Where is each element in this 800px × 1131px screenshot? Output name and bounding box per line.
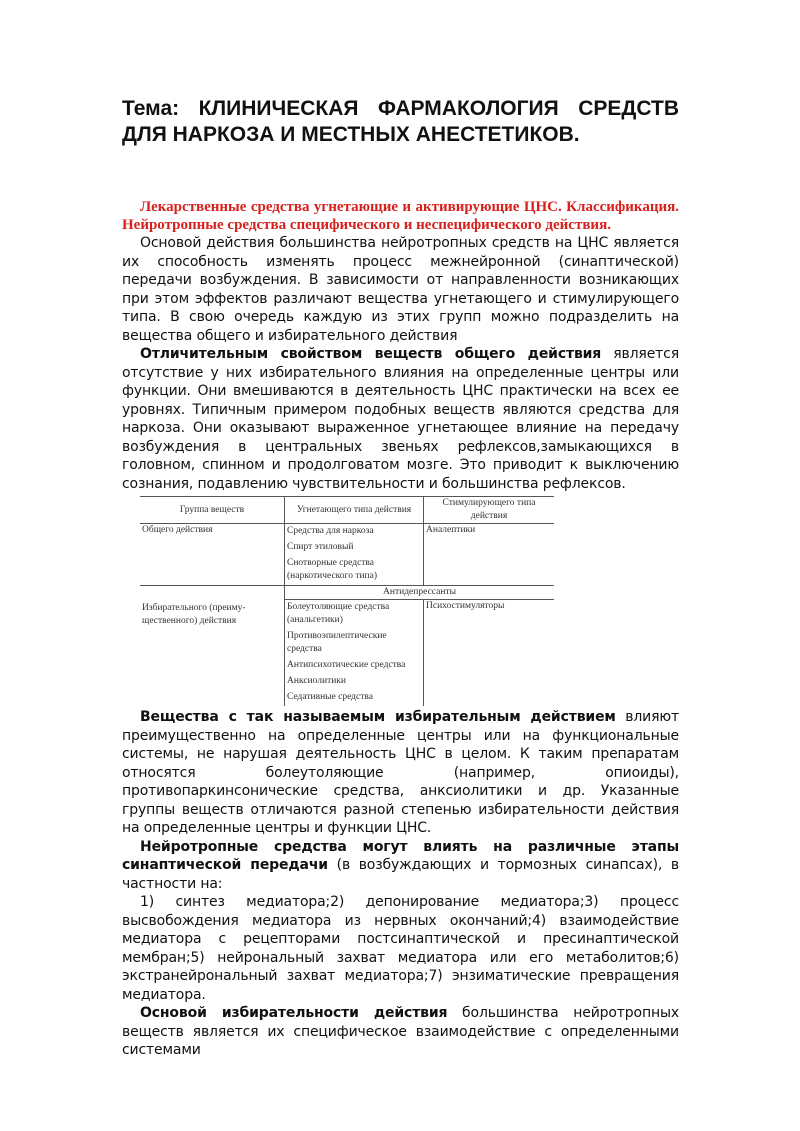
list-item: Болеутоляющие средства (анальгетики): [287, 602, 390, 625]
paragraph-synaptic-stages-bold: Нейротропные средства могут влиять на различные этапы синаптической передачи: [122, 838, 679, 873]
table-row: [140, 600, 554, 707]
list-item: Антипсихотические средства: [287, 660, 406, 670]
table-cell-empty: [140, 586, 285, 600]
table-cell-antidepressants: Антидепрессанты: [285, 586, 555, 600]
paragraph-synaptic-stages: [122, 838, 679, 894]
paragraph-general-action: [122, 345, 679, 493]
paragraph-selectivity-basis: [122, 1004, 679, 1060]
section-heading: Лекарственные средства угнетающие и активирующие ЦНС. Классификация. Нейротропные средства специфического и неспецифического действия.: [122, 199, 679, 233]
paragraph-synaptic-stages-text: (в возбуждающих и тормозных синапсах), в частности на:: [122, 857, 679, 892]
table-header-inhibit: Угнетающего типа действия: [285, 497, 424, 524]
list-item: Спирт этиловый: [287, 542, 354, 552]
paragraph-stages-list: 1) синтез медиатора;2) депонирование медиатора;3) процесс высвобождения медиатора из нервных окончаний;4) взаимодействие медиатора с рецепторами постсинаптической и пресинаптической мембран;5) нейрональный захват медиатора или его метаболитов;6) экстранейрональный захват медиатора;7) энзиматические превращения медиатора.: [122, 894, 679, 1003]
document-title: Тема: КЛИНИЧЕСКАЯ ФАРМАКОЛОГИЯ СРЕДСТВ ДЛЯ НАРКОЗА И МЕСТНЫХ АНЕСТЕТИКОВ.: [122, 97, 679, 146]
table-cell-inhibit: [285, 524, 424, 586]
list-item: Средства для наркоза: [287, 526, 374, 536]
table-row-spanning: [140, 586, 554, 600]
table-cell-stimulate: Психостимуляторы: [424, 600, 555, 707]
table-header-stimulate: Стимулирующего типа действия: [424, 497, 555, 524]
list-item: Седативные средства: [287, 692, 373, 702]
list-item: Противоэпилептические средства: [287, 631, 387, 654]
list-item: Анксиолитики: [287, 676, 347, 686]
table-cell-inhibit: [285, 600, 424, 707]
paragraph-intro: Основой действия большинства нейротропных средств на ЦНС является их способность изменять процесс межнейронной (синаптической) передачи возбуждения. В зависимости от направленности возникающих при этом эффектов различают вещества угнетающего и стимулирующего типа. В свою очередь каждую из этих групп можно подразделить на вещества общего и избирательного действия: [122, 235, 679, 344]
list-item: Снотворные средства (наркотического типа): [287, 558, 378, 581]
paragraph-selective-action-bold: Вещества с так называемым избирательным действием: [140, 709, 616, 725]
table-cell-group: Избирательного (преиму-щественного) действия: [142, 602, 246, 626]
table-header-group: Группа веществ: [140, 497, 285, 524]
table-cell-group: Общего действия: [140, 524, 285, 586]
paragraph-selectivity-basis-bold: Основой избирательности действия: [140, 1005, 448, 1021]
table-row: [140, 524, 554, 586]
paragraph-selective-action-text: влияют преимущественно на определенные центры или на функциональные системы, не нарушая деятельность ЦНС в целом. К таким препаратам относятся болеутоляющие (например, опиоиды), противопаркинсонические средства, анксиолитики и др. Указанные группы веществ отличаются разной степенью избирательности действия на определенные центры и функции ЦНС.: [122, 709, 679, 836]
classification-table: [140, 496, 554, 706]
document-page: [122, 96, 679, 1060]
paragraph-general-action-text: является отсутствие у них избирательного влияния на определенные центры или функции. Они вмешиваются в деятельность ЦНС практически на всех ее уровнях. Типичным примером подобных веществ являются средства для наркоза. Они оказывают выраженное угнетающее влияние на передачу возбуждения в центральных звеньях рефлексов,замыкающихся в головном, спинном и продолговатом мозге. Это приводит к выключению сознания, подавлению чувствительности и большинства рефлексов.: [122, 346, 679, 492]
paragraph-selectivity-basis-text: большинства нейротропных веществ является их специфическое взаимодействие с определенными системами: [122, 1005, 679, 1058]
table-header-row: [140, 497, 554, 524]
table-cell-stimulate: Аналептики: [424, 524, 555, 586]
paragraph-general-action-bold: Отличительным свойством веществ общего действия: [140, 346, 602, 362]
paragraph-selective-action: [122, 708, 679, 838]
